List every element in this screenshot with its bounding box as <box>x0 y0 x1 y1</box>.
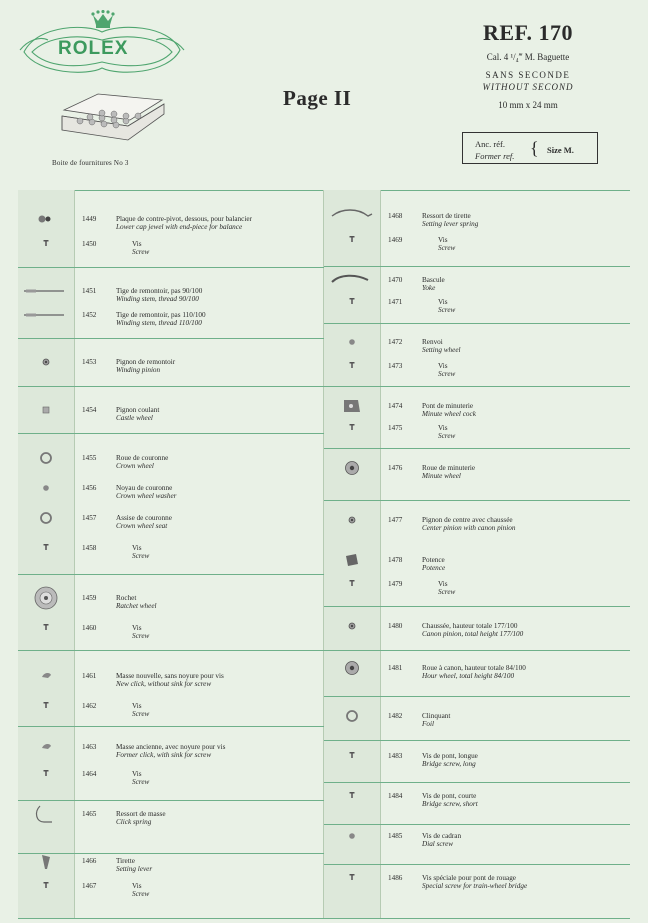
part-illustration <box>18 536 74 565</box>
part-name-fr: Tige de remontoir, pas 90/100 <box>116 287 203 295</box>
part-name-fr: Pont de minuterie <box>422 402 474 410</box>
part-illustration <box>18 664 74 693</box>
screw-part-icon <box>324 572 380 596</box>
click-part-icon <box>18 735 74 759</box>
part-number: 1458 <box>82 544 97 552</box>
part-number: 1453 <box>82 358 97 366</box>
pinion-part-icon <box>324 614 380 638</box>
part-name-fr: Clinquant <box>422 712 451 720</box>
part-name-en: Center pinion with canon pinion <box>422 524 516 532</box>
part-name-en: Winding pinion <box>116 366 161 374</box>
screw-part-icon <box>18 616 74 640</box>
part-name-fr: Chaussée, hauteur totale 177/100 <box>422 622 518 630</box>
screw-part-icon <box>324 228 380 252</box>
part-name-en: Minute wheel cock <box>422 410 476 418</box>
screw-part-icon <box>18 536 74 560</box>
part-number: 1480 <box>388 622 403 630</box>
part-illustration <box>18 398 74 427</box>
parts-box-icon <box>58 90 168 150</box>
part-illustration <box>324 656 380 685</box>
screw-part-icon <box>18 232 74 256</box>
stem-part-icon <box>18 303 74 327</box>
part-illustration <box>324 508 380 537</box>
spring-part-icon <box>18 802 74 826</box>
part-name-en: Setting lever spring <box>422 220 479 228</box>
part-name-fr: Vis <box>132 624 142 632</box>
part-number: 1465 <box>82 810 97 818</box>
part-number: 1483 <box>388 752 403 760</box>
part-name-en: Lower cap jewel with end-piece for balance <box>116 223 243 231</box>
crown-icon <box>90 10 116 30</box>
page-title: Page II <box>283 86 352 110</box>
part-name-en: Screw <box>132 248 150 256</box>
part-name-fr: Tige de remontoir, pas 110/100 <box>116 311 206 319</box>
part-name-en: Minute wheel <box>422 472 461 480</box>
part-illustration <box>324 824 380 853</box>
part-name-fr: Vis de pont, longue <box>422 752 478 760</box>
size-mm-label: 10 mm x 24 mm <box>498 100 558 110</box>
part-number: 1481 <box>388 664 403 672</box>
part-number: 1449 <box>82 215 97 223</box>
part-name-en: Screw <box>132 552 150 560</box>
ring-part-icon <box>18 446 74 470</box>
reference-block <box>458 20 598 118</box>
screw-part-icon <box>324 744 380 768</box>
former-ref-box <box>462 132 598 164</box>
part-number: 1478 <box>388 556 403 564</box>
part-name-fr: Noyau de couronne <box>116 484 173 492</box>
part-illustration <box>18 735 74 764</box>
wheel-part-icon <box>324 456 380 480</box>
screw-part-icon <box>18 694 74 718</box>
part-illustration <box>18 762 74 791</box>
part-name-en: Screw <box>438 432 456 440</box>
part-number: 1470 <box>388 276 403 284</box>
part-number: 1450 <box>82 240 97 248</box>
part-name-en: Bridge screw, short <box>422 800 478 808</box>
part-illustration <box>18 303 74 332</box>
part-number: 1451 <box>82 287 97 295</box>
part-illustration <box>324 614 380 643</box>
part-number: 1462 <box>82 702 97 710</box>
screw-part-icon <box>324 290 380 314</box>
part-name-fr: Masse nouvelle, sans noyure pour vis <box>116 672 224 680</box>
part-name-en: Screw <box>438 370 456 378</box>
part-illustration <box>324 744 380 773</box>
part-illustration <box>324 456 380 485</box>
screw-part-icon <box>324 416 380 440</box>
part-name-en: Setting lever <box>116 865 153 873</box>
part-name-en: Screw <box>132 890 150 898</box>
part-name-fr: Vis <box>438 298 448 306</box>
part-number: 1466 <box>82 857 97 865</box>
cock-part-icon <box>324 394 380 418</box>
brand-name: ROLEX <box>58 38 129 59</box>
part-number: 1467 <box>82 882 97 890</box>
part-name-fr: Vis <box>438 424 448 432</box>
part-name-fr: Pignon de centre avec chaussée <box>422 516 513 524</box>
part-name-en: Dial screw <box>422 840 454 848</box>
wire-part-icon <box>324 204 380 228</box>
part-name-fr: Plaque de contre-pivot, dessous, pour balancier <box>116 215 252 223</box>
part-name-fr: Roue à canon, hauteur totale 84/100 <box>422 664 526 672</box>
screw-part-icon <box>18 762 74 786</box>
ratchet-part-icon <box>18 586 74 610</box>
part-name-fr: Assise de couronne <box>116 514 172 522</box>
part-illustration <box>18 446 74 475</box>
part-number: 1485 <box>388 832 403 840</box>
part-name-fr: Rochet <box>116 594 137 602</box>
part-name-en: Crown wheel seat <box>116 522 168 530</box>
left-parts-column <box>18 190 324 918</box>
part-number: 1472 <box>388 338 403 346</box>
part-number: 1461 <box>82 672 97 680</box>
ring-part-icon <box>18 506 74 530</box>
part-number: 1455 <box>82 454 97 462</box>
part-name-fr: Vis <box>132 240 142 248</box>
part-number: 1468 <box>388 212 403 220</box>
part-name-fr: Potence <box>422 556 445 564</box>
right-parts-column <box>324 190 630 918</box>
part-name-fr: Bascule <box>422 276 445 284</box>
part-name-fr: Vis <box>132 702 142 710</box>
part-name-en: Screw <box>132 710 150 718</box>
part-number: 1486 <box>388 874 403 882</box>
part-name-fr: Vis de pont, courte <box>422 792 477 800</box>
part-illustration <box>18 350 74 379</box>
part-name-fr: Roue de couronne <box>116 454 169 462</box>
part-name-fr: Masse ancienne, avec noyure pour vis <box>116 743 226 751</box>
part-illustration <box>324 572 380 601</box>
part-name-en: New click, without sink for screw <box>116 680 212 688</box>
part-number: 1456 <box>82 484 97 492</box>
lever-part-icon <box>18 849 74 873</box>
part-illustration <box>324 354 380 383</box>
size-label: Size M. <box>547 145 574 155</box>
stem-part-icon <box>18 279 74 303</box>
part-name-en: Crown wheel <box>116 462 154 470</box>
ring-part-icon <box>324 704 380 728</box>
part-illustration <box>18 874 74 903</box>
dot-part-icon <box>324 330 380 354</box>
part-illustration <box>18 232 74 261</box>
part-name-fr: Vis <box>438 580 448 588</box>
dot-part-icon <box>18 476 74 500</box>
part-number: 1477 <box>388 516 403 524</box>
part-illustration <box>324 784 380 813</box>
part-name-fr: Tirette <box>116 857 135 865</box>
screw-part-icon <box>324 866 380 890</box>
part-name-en: Yoke <box>422 284 436 292</box>
part-number: 1469 <box>388 236 403 244</box>
part-number: 1454 <box>82 406 97 414</box>
part-name-fr: Pignon coulant <box>116 406 160 414</box>
without-second-label: WITHOUT SECOND <box>482 82 574 92</box>
part-illustration <box>324 290 380 319</box>
part-illustration <box>324 866 380 895</box>
part-number: 1482 <box>388 712 403 720</box>
part-number: 1475 <box>388 424 403 432</box>
part-name-en: Castle wheel <box>116 414 153 422</box>
dot-part-icon <box>324 824 380 848</box>
screw-part-icon <box>324 784 380 808</box>
sans-seconde-label: SANS SECONDE <box>485 70 571 80</box>
part-illustration <box>324 704 380 733</box>
yoke-part-icon <box>324 268 380 292</box>
part-name-fr: Vis <box>132 770 142 778</box>
part-number: 1452 <box>82 311 97 319</box>
castle-part-icon <box>18 398 74 422</box>
part-name-en: Former click, with sink for screw <box>116 751 212 759</box>
part-number: 1473 <box>388 362 403 370</box>
part-number: 1471 <box>388 298 403 306</box>
rolex-logo <box>18 10 186 84</box>
part-number: 1463 <box>82 743 97 751</box>
part-name-en: Screw <box>438 306 456 314</box>
caliber-line: Cal. 4 ¹/₄‴ M. Baguette <box>486 52 570 62</box>
part-name-en: Ratchet wheel <box>116 602 157 610</box>
former-ref-label: Former ref. <box>475 151 515 161</box>
part-illustration <box>18 694 74 723</box>
part-name-fr: Vis <box>438 236 448 244</box>
part-name-en: Foil <box>422 720 434 728</box>
part-name-en: Winding stem, thread 110/100 <box>116 319 202 327</box>
part-illustration <box>18 506 74 535</box>
part-number: 1459 <box>82 594 97 602</box>
part-name-fr: Pignon de remontoir <box>116 358 176 366</box>
part-name-fr: Vis spéciale pour pont de rouage <box>422 874 516 882</box>
anc-ref-label: Anc. réf. <box>475 139 505 149</box>
box-caption: Boite de fournitures No 3 <box>52 159 129 167</box>
part-name-en: Screw <box>132 778 150 786</box>
part-name-fr: Ressort de tirette <box>422 212 471 220</box>
part-name-en: Setting wheel <box>422 346 461 354</box>
brace-icon: { <box>530 138 539 158</box>
part-name-en: Special screw for train-wheel bridge <box>422 882 528 890</box>
part-name-en: Winding stem, thread 90/100 <box>116 295 199 303</box>
part-illustration <box>324 228 380 257</box>
part-illustration <box>18 586 74 615</box>
part-name-en: Screw <box>438 588 456 596</box>
part-number: 1457 <box>82 514 97 522</box>
part-number: 1474 <box>388 402 403 410</box>
part-name-fr: Vis de cadran <box>422 832 462 840</box>
part-name-en: Screw <box>132 632 150 640</box>
part-name-fr: Renvoi <box>422 338 443 346</box>
screw-part-icon <box>18 874 74 898</box>
plate-part-icon <box>18 207 74 231</box>
part-name-en: Hour wheel, total height 84/100 <box>422 672 515 680</box>
wheel-part-icon <box>324 656 380 680</box>
part-name-en: Screw <box>438 244 456 252</box>
part-name-fr: Vis <box>132 544 142 552</box>
part-number: 1484 <box>388 792 403 800</box>
part-number: 1476 <box>388 464 403 472</box>
part-illustration <box>18 802 74 831</box>
part-name-fr: Ressort de masse <box>116 810 166 818</box>
part-name-fr: Vis <box>132 882 142 890</box>
click-part-icon <box>18 664 74 688</box>
pinion-part-icon <box>324 508 380 532</box>
part-number: 1464 <box>82 770 97 778</box>
pinion-part-icon <box>18 350 74 374</box>
part-name-en: Potence <box>422 564 446 572</box>
part-illustration <box>18 476 74 505</box>
part-name-en: Crown wheel washer <box>116 492 177 500</box>
part-illustration <box>324 416 380 445</box>
part-number: 1479 <box>388 580 403 588</box>
part-number: 1460 <box>82 624 97 632</box>
part-illustration <box>18 616 74 645</box>
part-name-en: Bridge screw, long <box>422 760 476 768</box>
potence-part-icon <box>324 548 380 572</box>
screw-part-icon <box>324 354 380 378</box>
reference-title: REF. 170 <box>483 20 573 45</box>
part-name-en: Canon pinion, total height 177/100 <box>422 630 524 638</box>
part-name-en: Click spring <box>116 818 152 826</box>
part-name-fr: Vis <box>438 362 448 370</box>
part-name-fr: Roue de minuterie <box>422 464 476 472</box>
